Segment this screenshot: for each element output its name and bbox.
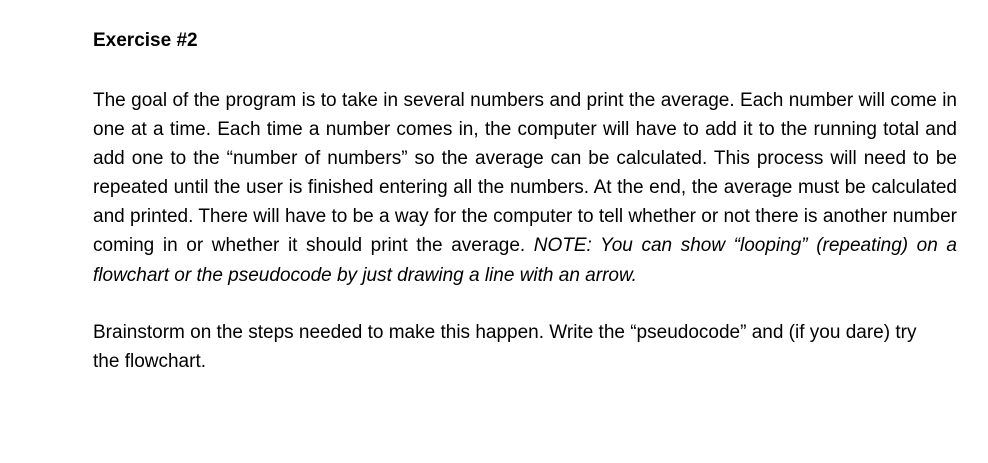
document-page (93, 27, 957, 376)
exercise-title: Exercise #2 (93, 30, 198, 51)
brainstorm-instructions: Brainstorm on the steps needed to make this happen. Write the “pseudocode” and (if you dare) try the flowchart. (93, 321, 917, 372)
description-text: The goal of the program is to take in several numbers and print the average. Each number will come in one at a time. Each time a number comes in, the computer will have to add it to the running total and add one to the “number of numbers” so the average can be calculated. This process will need to be repeated until the user is finished entering all the numbers. At the end, the average must be calculated and printed. There will have to be a way for the computer to tell whether or not there is another number coming in or whether it should print the average. (93, 90, 957, 257)
exercise-description (93, 86, 957, 290)
note-text: NOTE: You can show “looping” (repeating) on a flowchart or the pseudocode by just drawing a line with an arrow. (93, 235, 957, 286)
